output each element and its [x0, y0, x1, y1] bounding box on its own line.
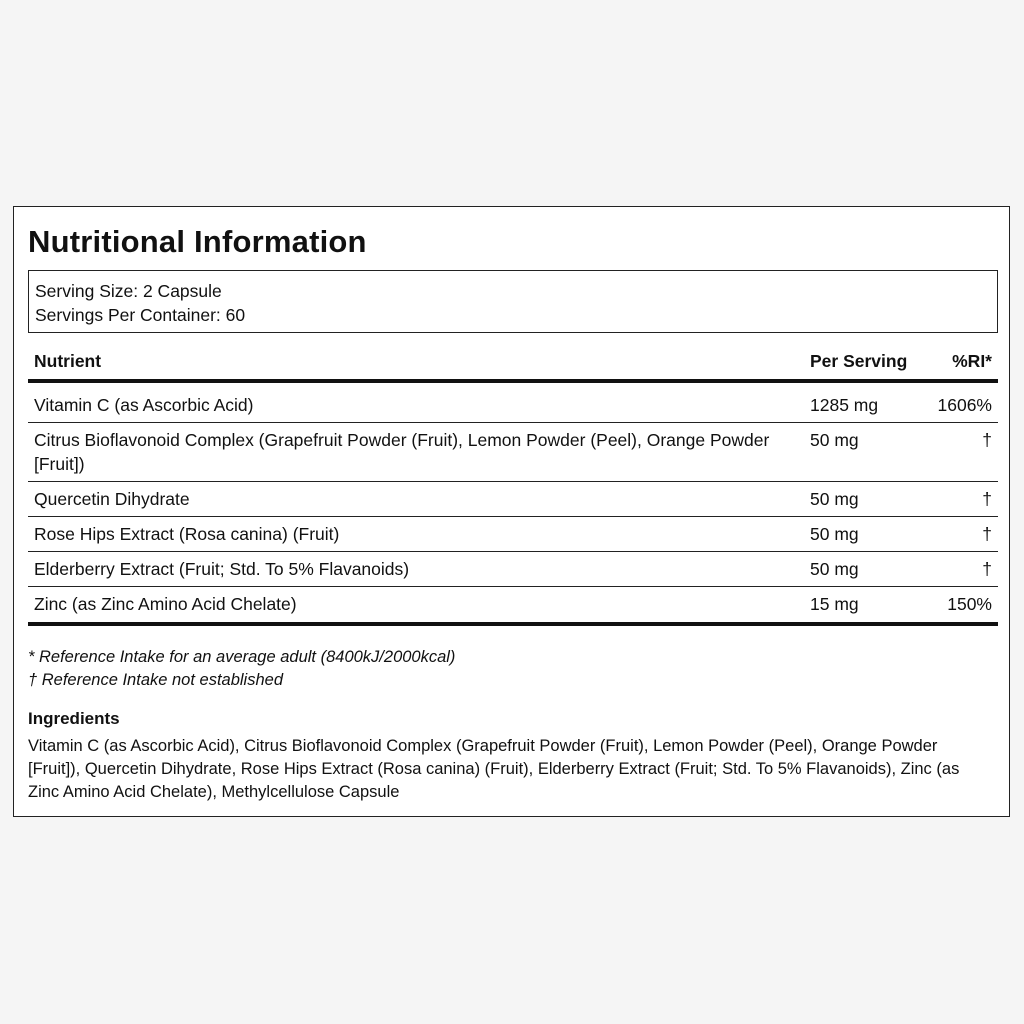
footnotes	[28, 646, 455, 692]
ingredients-title: Ingredients	[28, 709, 120, 728]
table-header-row	[28, 344, 998, 381]
nutrition-panel	[13, 206, 1010, 817]
header-nutrient: Nutrient	[28, 344, 806, 381]
per-serving-value: 15 mg	[806, 587, 928, 625]
nutrient-name: Zinc (as Zinc Amino Acid Chelate)	[28, 587, 806, 625]
ingredients-text: Vitamin C (as Ascorbic Acid), Citrus Bioflavonoid Complex (Grapefruit Powder (Fruit), Lemon Powder (Peel), Orange Powder [Fruit]), Quercetin Dihydrate, Rose Hips Extract (Rosa canina) (Fruit), Elderberry Extract (Fruit; Std. To 5% Flavanoids), Zinc (as Zinc Amino Acid Chelate), Methylcellulose Capsule	[28, 737, 960, 801]
table-row	[28, 552, 998, 587]
ri-value: †	[928, 552, 998, 587]
ri-value: †	[928, 482, 998, 517]
serving-info-box	[28, 270, 998, 333]
ri-value: 1606%	[928, 381, 998, 423]
nutrient-name: Rose Hips Extract (Rosa canina) (Fruit)	[28, 517, 806, 552]
per-serving-value: 50 mg	[806, 517, 928, 552]
ri-value: †	[928, 423, 998, 482]
per-serving-value: 50 mg	[806, 552, 928, 587]
dagger-footnote: † Reference Intake not established	[28, 671, 284, 689]
table-row	[28, 587, 998, 625]
ri-value: †	[928, 517, 998, 552]
per-serving-value: 50 mg	[806, 423, 928, 482]
header-per-serving: Per Serving	[806, 344, 928, 381]
nutrient-name: Quercetin Dihydrate	[28, 482, 806, 517]
ri-footnote: * Reference Intake for an average adult (8400kJ/2000kcal)	[28, 648, 456, 666]
table-row	[28, 423, 998, 482]
nutrient-name: Citrus Bioflavonoid Complex (Grapefruit Powder (Fruit), Lemon Powder (Peel), Orange Powder [Fruit])	[28, 423, 806, 482]
nutrient-name: Elderberry Extract (Fruit; Std. To 5% Flavanoids)	[28, 552, 806, 587]
table-row	[28, 517, 998, 552]
serving-size: Serving Size: 2 Capsule	[35, 281, 222, 301]
nutrition-table	[28, 344, 998, 626]
header-ri: %RI*	[928, 344, 998, 381]
per-serving-value: 1285 mg	[806, 381, 928, 423]
servings-per-container: Servings Per Container: 60	[35, 305, 246, 325]
page-title: Nutritional Information	[28, 224, 367, 259]
table-row	[28, 482, 998, 517]
nutrient-name: Vitamin C (as Ascorbic Acid)	[28, 381, 806, 423]
ri-value: 150%	[928, 587, 998, 625]
per-serving-value: 50 mg	[806, 482, 928, 517]
table-row	[28, 381, 998, 423]
